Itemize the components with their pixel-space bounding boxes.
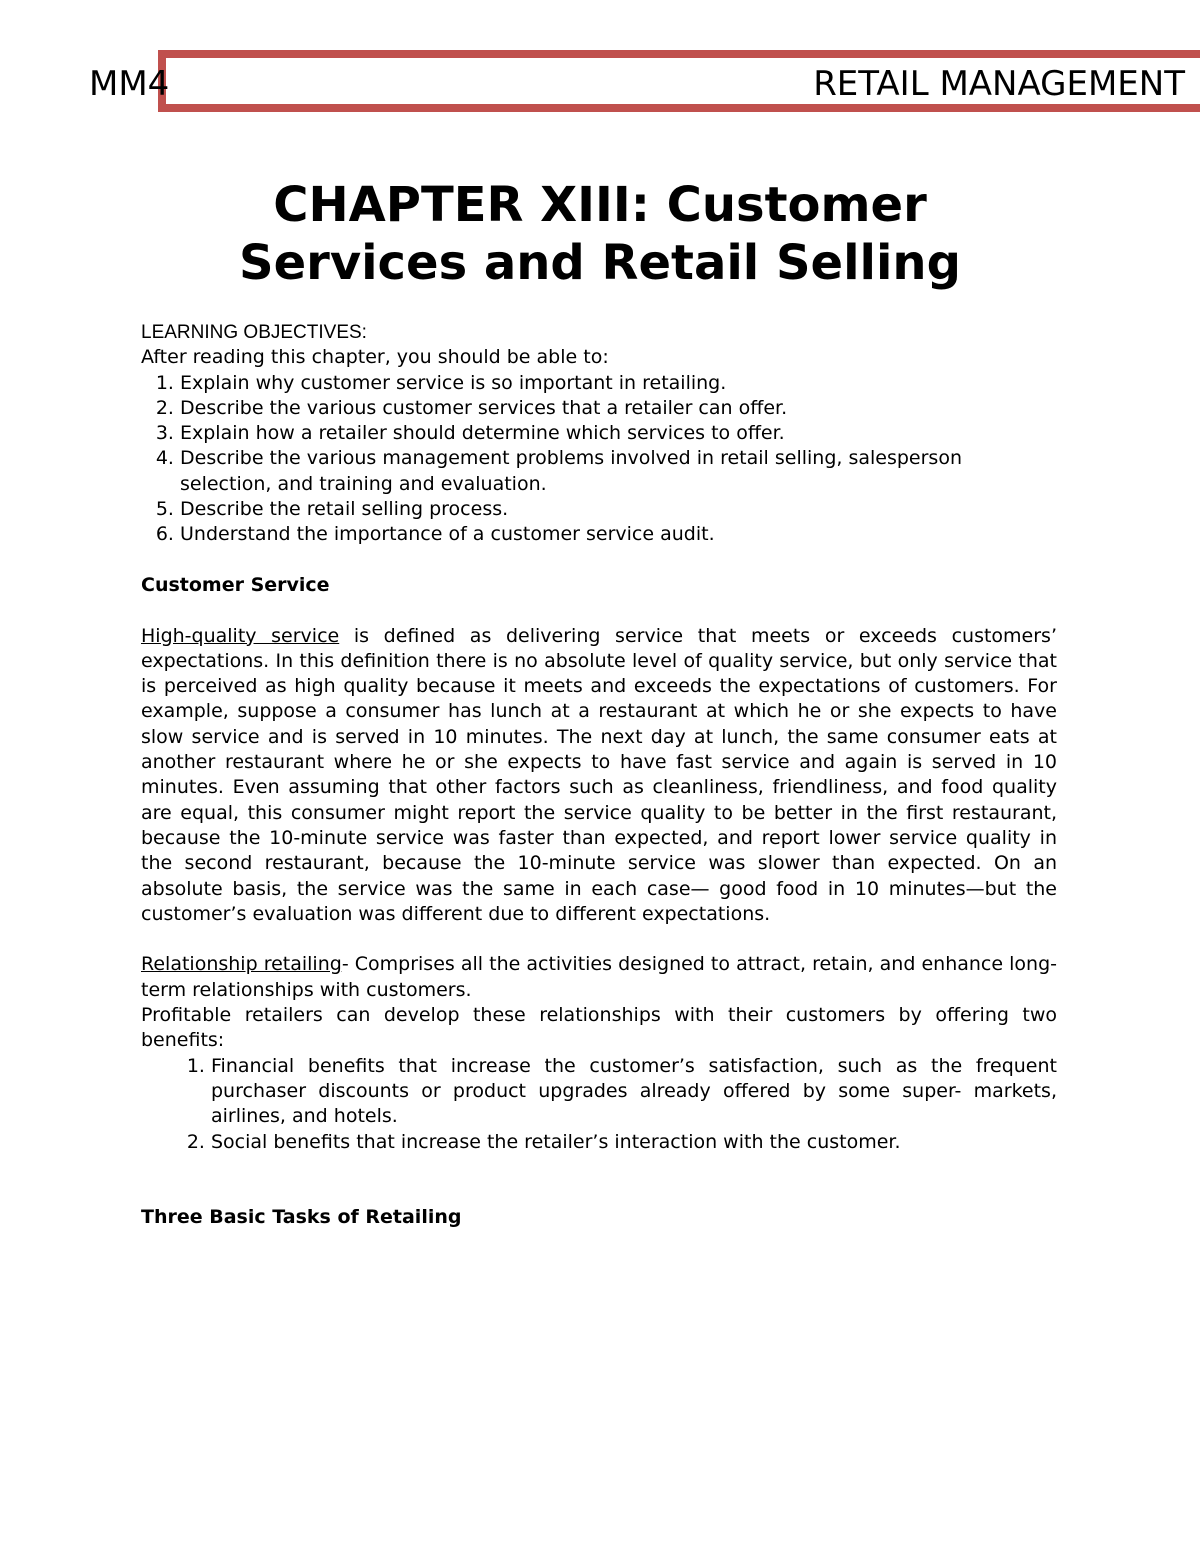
chapter-title-line-1: CHAPTER XIII: Customer	[273, 177, 927, 233]
benefit-item: 1. Financial benefits that increase the customer’s satisfaction, such as the frequent purchaser discounts or product upgrades already offered by some super- markets, airlines, and hotels.	[211, 1054, 1057, 1130]
relationship-retailing-definition: - Comprises all the activities designed to attract, retain, and enhance long- term relationships with customers.	[141, 953, 1057, 1001]
objective-item: 3. Explain how a retailer should determine which services to offer.	[180, 421, 1057, 446]
benefits-intro: Profitable retailers can develop these relationships with their customers by offering two benefits:	[141, 1004, 1057, 1052]
relationship-retailing-paragraph	[141, 952, 1057, 1003]
benefits-list	[141, 1054, 1057, 1155]
course-code: MM4	[89, 64, 170, 104]
high-quality-service-term: High-quality service	[141, 624, 340, 647]
objective-item: 1. Explain why customer service is so important in retailing.	[180, 371, 1057, 396]
document-body	[141, 320, 1057, 1230]
objective-item: 5. Describe the retail selling process.	[180, 497, 1057, 522]
high-quality-service-definition: is defined as delivering service that meets or exceeds customers’ expectations. In this definition there is no absolute level of quality service, but only service that is perceived as high quality because it meets and exceeds the expectations of customers. For example, suppose a consumer has lunch at a restaurant at which he or she expects to have slow service and is served in 10 minutes. The next day at lunch, the same consumer eats at another restaurant where he or she expects to have fast service and again is served in 10 minutes. Even assuming that other factors such as cleanliness, friendliness, and food quality are equal, this consumer might report the service quality to be better in the first restaurant, because the 10-minute service was faster than expected, and report lower service quality in the second restaurant, because the 10-minute service was slower than expected. On an absolute basis, the service was the same in each case— good food in 10 minutes—but the customer’s evaluation was different due to different expectations.	[141, 624, 1057, 925]
relationship-retailing-term: Relationship retailing	[141, 953, 342, 976]
objective-item: 4. Describe the various management problems involved in retail selling, salesperson selection, and training and evaluation.	[180, 446, 1057, 497]
chapter-title	[100, 176, 1100, 292]
objectives-list	[141, 371, 1057, 548]
chapter-title-line-2: Services and Retail Selling	[239, 235, 961, 291]
high-quality-service-paragraph	[141, 624, 1057, 928]
course-title: RETAIL MANAGEMENT	[813, 64, 1185, 104]
objective-item: 6. Understand the importance of a customer service audit.	[180, 522, 1057, 547]
customer-service-heading: Customer Service	[141, 573, 330, 596]
objective-item: 2. Describe the various customer services that a retailer can offer.	[180, 396, 1057, 421]
objectives-heading: LEARNING OBJECTIVES:	[141, 322, 367, 343]
basic-tasks-heading: Three Basic Tasks of Retailing	[141, 1205, 462, 1228]
objectives-intro: After reading this chapter, you should be able to:	[141, 346, 609, 369]
benefit-item: 2. Social benefits that increase the retailer’s interaction with the customer.	[211, 1130, 1057, 1155]
